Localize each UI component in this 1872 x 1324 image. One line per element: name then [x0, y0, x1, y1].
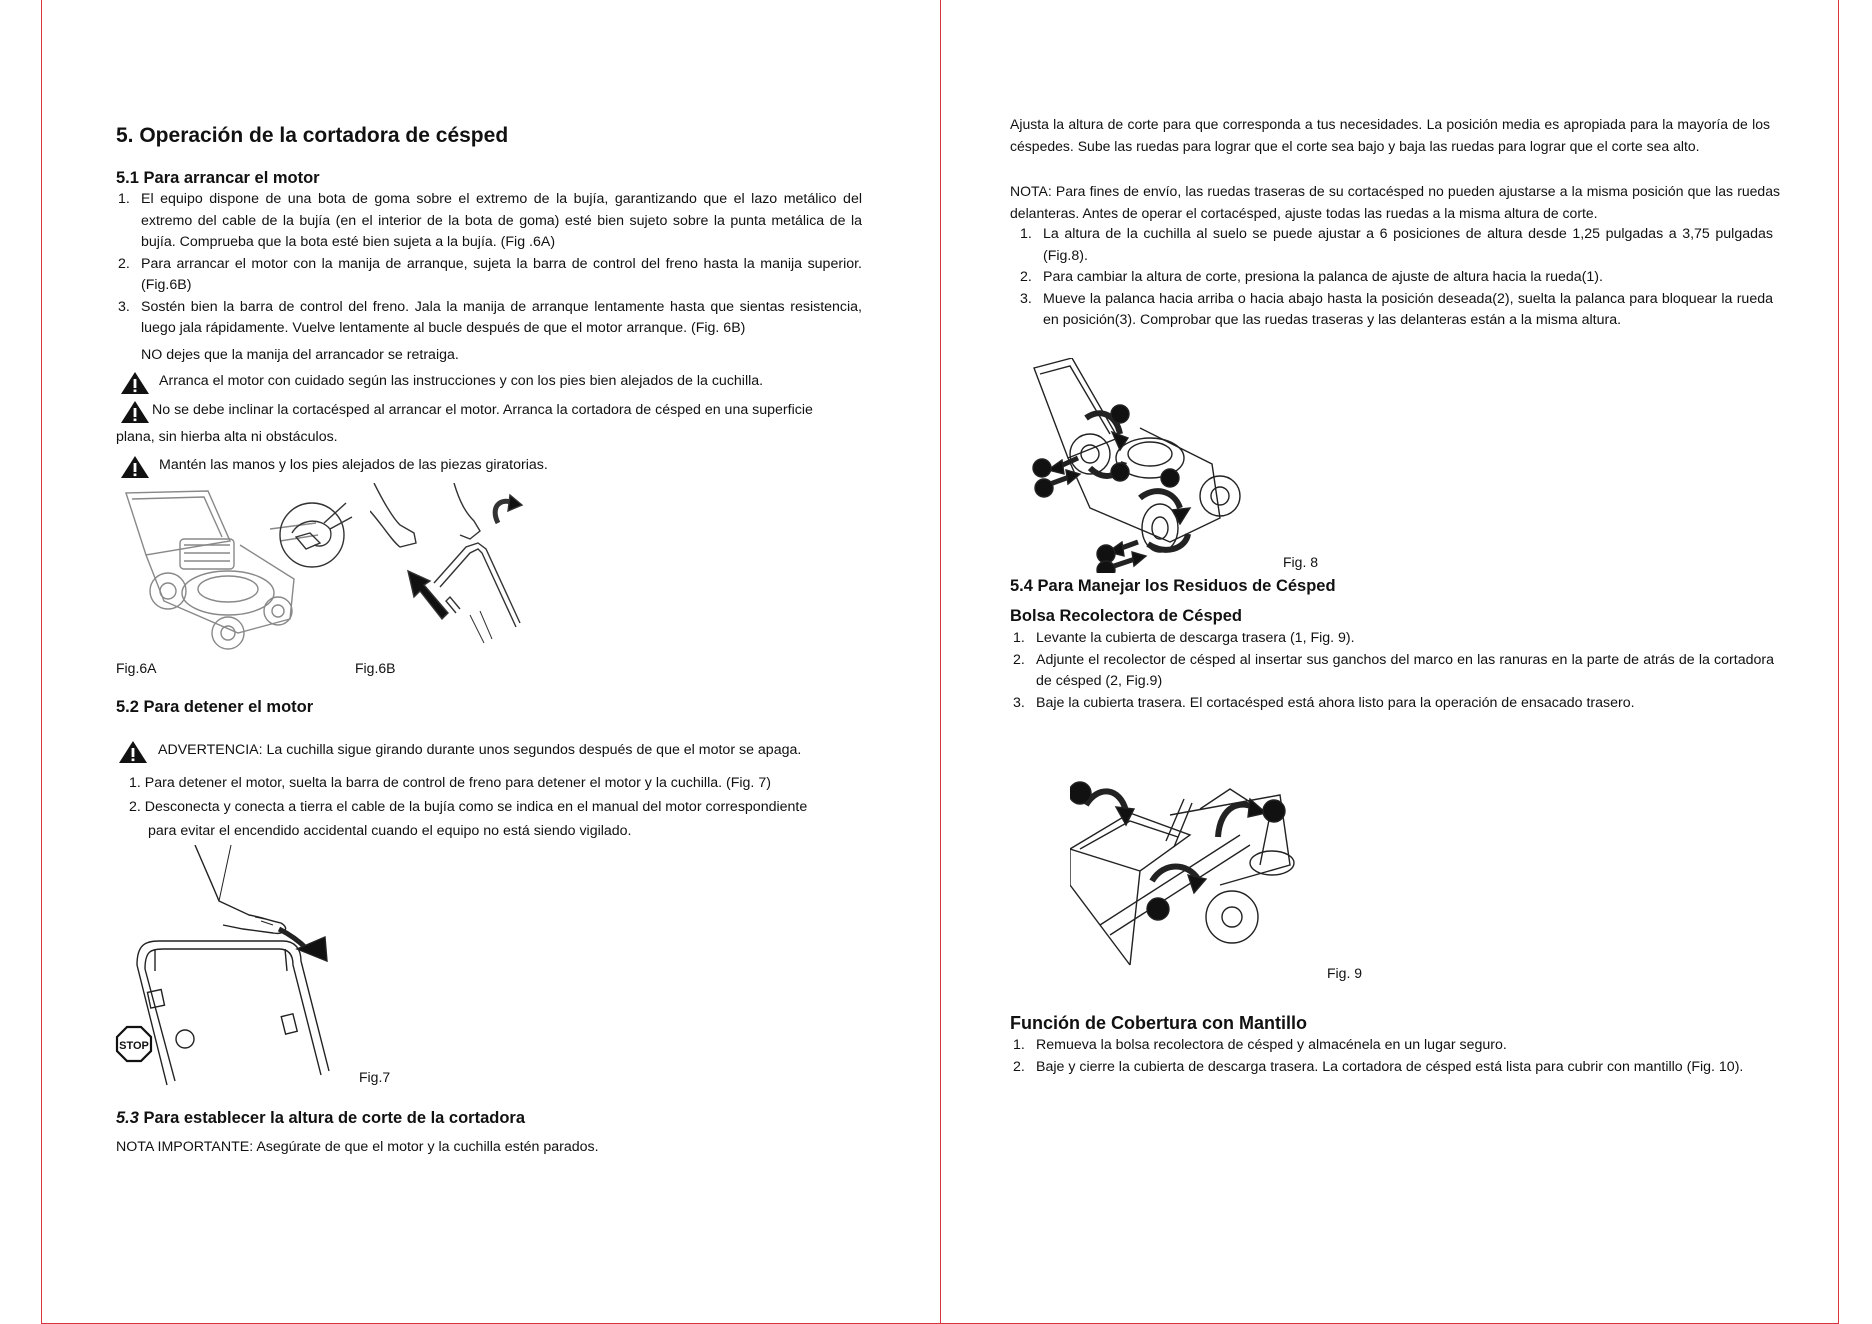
warning-icon: [120, 400, 150, 424]
warning-icon: [120, 371, 150, 395]
list-item: 2. Baje y cierre la cubierta de descarga trasera. La cortadora de césped está lista para cubrir con mantillo (Fig. 10).: [1013, 1058, 1744, 1075]
section-5-4-heading: 5.4 Para Manejar los Residuos de Césped: [1010, 577, 1336, 595]
right-page: [940, 0, 1872, 1324]
list-item: 3. Mueve la palanca hacia arriba o hacia abajo hasta la posición deseada(2), suelta la palanca para bloquear la rueda en posición(3). Comprobar que las ruedas traseras y las delanteras están a la misma altura.: [1020, 290, 1773, 328]
section-5-2-heading: 5.2 Para detener el motor: [116, 698, 314, 716]
list-item: 3. Baje la cubierta trasera. El cortacésped está ahora listo para la operación de ensacado trasero.: [1013, 694, 1635, 711]
list-item: 1. La altura de la cuchilla al suelo se puede ajustar a 6 posiciones de altura desde 1,25 pulgadas a 3,75 pulgadas (Fig.8).: [1020, 226, 1773, 264]
section-title: 5. Operación de la cortadora de césped: [116, 124, 509, 147]
important-note: NOTA IMPORTANTE: Asegúrate de que el motor y la cuchilla estén parados.: [116, 1139, 599, 1155]
figure-6b-pull-starter: [370, 483, 550, 653]
stop-step-2-continued: para evitar el encendido accidental cuando el equipo no está siendo vigilado.: [148, 823, 632, 839]
figure-9-caption: Fig. 9: [1327, 965, 1363, 981]
warning-2-continued: plana, sin hierba alta ni obstáculos.: [116, 429, 338, 445]
start-note: NO dejes que la manija del arrancador se retraiga.: [141, 347, 459, 363]
svg-text:STOP: STOP: [119, 1040, 149, 1052]
figure-8-height-adjust: [1020, 358, 1260, 573]
list-item: 2. Para arrancar el motor con la manija de arranque, sujeta la barra de control del freno hasta la manija superior. (Fig.6B): [118, 255, 862, 293]
figure-6a-caption: Fig.6A: [116, 660, 157, 676]
height-adjust-list: [1020, 224, 1773, 332]
mulching-heading: Función de Cobertura con Mantillo: [1010, 1013, 1307, 1033]
warning-blade: ADVERTENCIA: La cuchilla sigue girando durante unos segundos después de que el motor se apaga.: [118, 740, 801, 764]
grass-bag-list: [1013, 628, 1774, 714]
figure-6b-caption: Fig.6B: [355, 660, 396, 676]
grass-bag-heading: Bolsa Recolectora de Césped: [1010, 607, 1242, 625]
figure-9-grass-bag: [1070, 775, 1310, 975]
section-5-1-heading: 5.1 Para arrancar el motor: [116, 169, 320, 187]
figure-8-caption: Fig. 8: [1283, 554, 1319, 570]
list-item: 2. Para cambiar la altura de corte, presiona la palanca de ajuste de altura hacia la rueda(1).: [1020, 269, 1603, 285]
stop-step-1: 1. Para detener el motor, suelta la barra de control de freno para detener el motor y la cuchilla. (Fig. 7): [129, 775, 771, 791]
warning-1: Arranca el motor con cuidado según las instrucciones y con los pies bien alejados de la cuchilla.: [120, 371, 763, 395]
stop-icon: [117, 1027, 151, 1061]
list-item: 2. Adjunte el recolector de césped al insertar sus ganchos del marco en las ranuras en la parte de atrás de la cortadora de césped (2, Fig.9): [1013, 651, 1774, 689]
mulching-list: [1013, 1035, 1774, 1078]
warning-3: Mantén las manos y los pies alejados de las piezas giratorias.: [120, 455, 548, 479]
figure-7-release-handle: [115, 845, 365, 1090]
list-item: 3. Sostén bien la barra de control del freno. Jala la manija de arranque lentamente hasta que sientas resistencia, luego jala rápidamente. Vuelve lentamente al bucle después de que el motor arranque. (Fig. 6B): [118, 298, 862, 336]
figure-6a-mower-spark-plug: [120, 483, 360, 653]
stop-step-2: 2. Desconecta y conecta a tierra el cable de la bujía como se indica en el manual del motor correspondiente: [129, 799, 808, 815]
intro-paragraph: Ajusta la altura de corte para que corresponda a tus necesidades. La posición media es apropiada para la mayoría de los céspedes. Sube las ruedas para lograr que el corte sea bajo y baja las ruedas para lograr que el corte sea alto.: [1010, 116, 1770, 154]
section-5-1-list: [118, 189, 862, 340]
section-5-3-heading: 5.3 Para establecer la altura de corte de la cortadora: [116, 1109, 526, 1127]
warning-icon: [118, 740, 148, 764]
warning-icon: [120, 455, 150, 479]
list-item: 1. Levante la cubierta de descarga trasera (1, Fig. 9).: [1013, 630, 1355, 646]
list-item: 1. El equipo dispone de una bota de goma sobre el extremo de la bujía, garantizando que el lazo metálico del extremo del cable de la bujía (en el interior de la bota de goma) esté bien sujeto sobre la punta metálica de la bujía. Comprueba que la bota esté bien sujeta a la bujía. (Fig .6A): [118, 191, 862, 250]
shipping-note: NOTA: Para fines de envío, las ruedas traseras de su cortacésped no pueden ajustarse a la misma posición que las ruedas delanteras. Antes de operar el cortacésped, ajuste todas las ruedas a la misma altura de corte.: [1010, 183, 1780, 221]
figure-7-caption: Fig.7: [359, 1069, 391, 1085]
list-item: 1. Remueva la bolsa recolectora de césped y almacénela en un lugar seguro.: [1013, 1037, 1507, 1053]
warning-2: No se debe inclinar la cortacésped al arrancar el motor. Arranca la cortadora de césped en una superficie: [120, 400, 862, 424]
